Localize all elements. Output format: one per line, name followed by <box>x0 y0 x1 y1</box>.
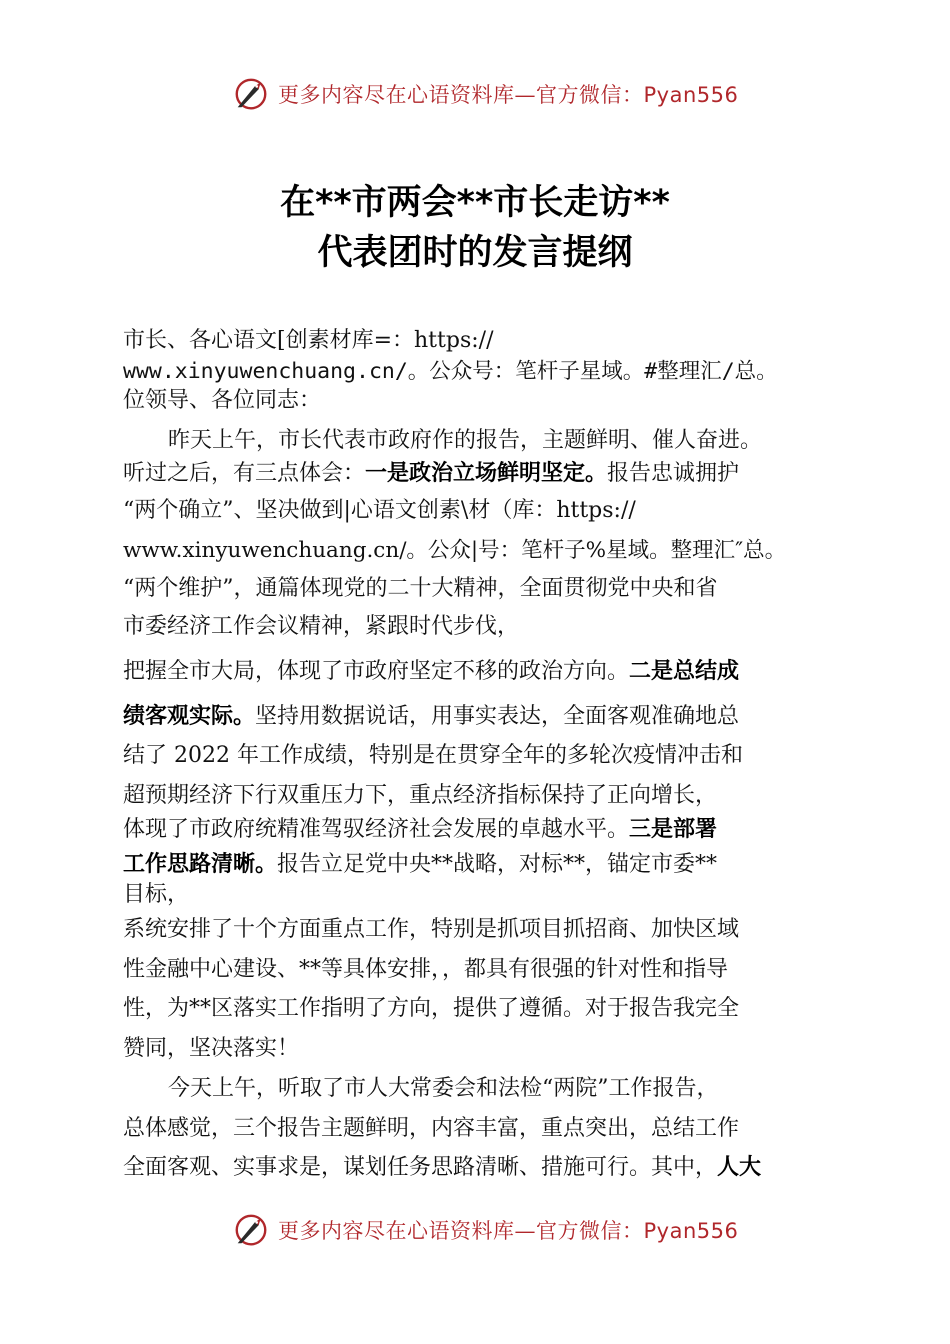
body-line: “两个维护”，通篇体现党的二十大精神，全面贯彻党中央和省 <box>123 576 718 601</box>
body-line: 超预期经济下行双重压力下，重点经济指标保持了正向增长， <box>123 783 718 808</box>
body-line: www.xinyuwenchuang.cn/。公众|号：笔杆子%星域。整理汇″总。 <box>123 538 787 563</box>
pen-nib-icon <box>232 75 270 113</box>
body-line: 把握全市大局，体现了市政府坚定不移的政治方向。二是总结成 <box>123 659 740 684</box>
body-line: 体现了市政府统精准驾驭经济社会发展的卓越水平。三是部署 <box>123 817 718 842</box>
body-line: 听过之后，有三点体会：一是政治立场鲜明坚定。报告忠诚拥护 <box>123 461 740 486</box>
body-line: 性金融中心建设、**等具体安排，，都具有很强的针对性和指导 <box>123 957 729 982</box>
title-line-2: 代表团时的发言提纲 <box>317 233 633 273</box>
watermark-banner-bottom <box>0 1206 950 1254</box>
body-line: 全面客观、实事求是，谋划任务思路清晰、措施可行。其中，人大 <box>123 1155 762 1180</box>
body-line: 绩客观实际。坚持用数据说话，用事实表达，全面客观准确地总 <box>123 704 740 729</box>
body-line: “两个确立”、坚决做到|心语文创素\材（库：https:// <box>123 498 636 523</box>
pen-nib-icon <box>232 1211 270 1249</box>
body-line: 性，为**区落实工作指明了方向，提供了遵循。对于报告我完全 <box>123 996 740 1021</box>
body-line: 赞同，坚决落实！ <box>123 1036 300 1061</box>
body-line: 系统安排了十个方面重点工作，特别是抓项目抓招商、加快区域 <box>123 917 740 942</box>
watermark-text: 更多内容尽在心语资料库—官方微信：Pyan556 <box>278 1219 739 1243</box>
body-line: 昨天上午，市长代表市政府作的报告，主题鲜明、催人奋进。 <box>168 428 763 453</box>
body-line: www.xinyuwenchuang.cn/。公众号：笔杆子星域。#整理汇/总。 <box>123 359 778 384</box>
highlight-point-3: 三是部署 <box>629 817 718 842</box>
watermark-wechat: Pyan556 <box>643 1219 739 1243</box>
body-line: 位领导、各位同志： <box>123 388 322 413</box>
title-line-1: 在**市两会**市长走访** <box>280 183 670 223</box>
body-line: 工作思路清晰。报告立足党中央**战略，对标**，锚定市委** <box>123 852 718 877</box>
body-line: 市长、各心语文[创素材库=：https:// <box>123 328 494 353</box>
watermark-wechat: Pyan556 <box>643 83 739 107</box>
body-line: 今天上午，听取了市人大常委会和法检“两院”工作报告， <box>168 1076 719 1101</box>
highlight-point-2-cont: 绩客观实际。 <box>123 704 256 729</box>
body-line: 市委经济工作会议精神，紧跟时代步伐， <box>123 614 520 639</box>
highlight-point-2: 二是总结成 <box>629 659 740 684</box>
document-title <box>0 178 950 278</box>
highlight-point-1: 一是政治立场鲜明坚定。 <box>365 461 608 486</box>
highlight-point-3-cont: 工作思路清晰。 <box>123 852 278 877</box>
body-line: 目标， <box>123 882 190 907</box>
highlight-renda: 人大 <box>717 1155 762 1180</box>
watermark-banner-top <box>0 70 950 118</box>
watermark-text: 更多内容尽在心语资料库—官方微信：Pyan556 <box>278 83 739 107</box>
body-line: 结了 2022 年工作成绩，特别是在贯穿全年的多轮次疫情冲击和 <box>123 743 743 768</box>
body-line: 总体感觉，三个报告主题鲜明，内容丰富，重点突出，总结工作 <box>123 1116 740 1141</box>
